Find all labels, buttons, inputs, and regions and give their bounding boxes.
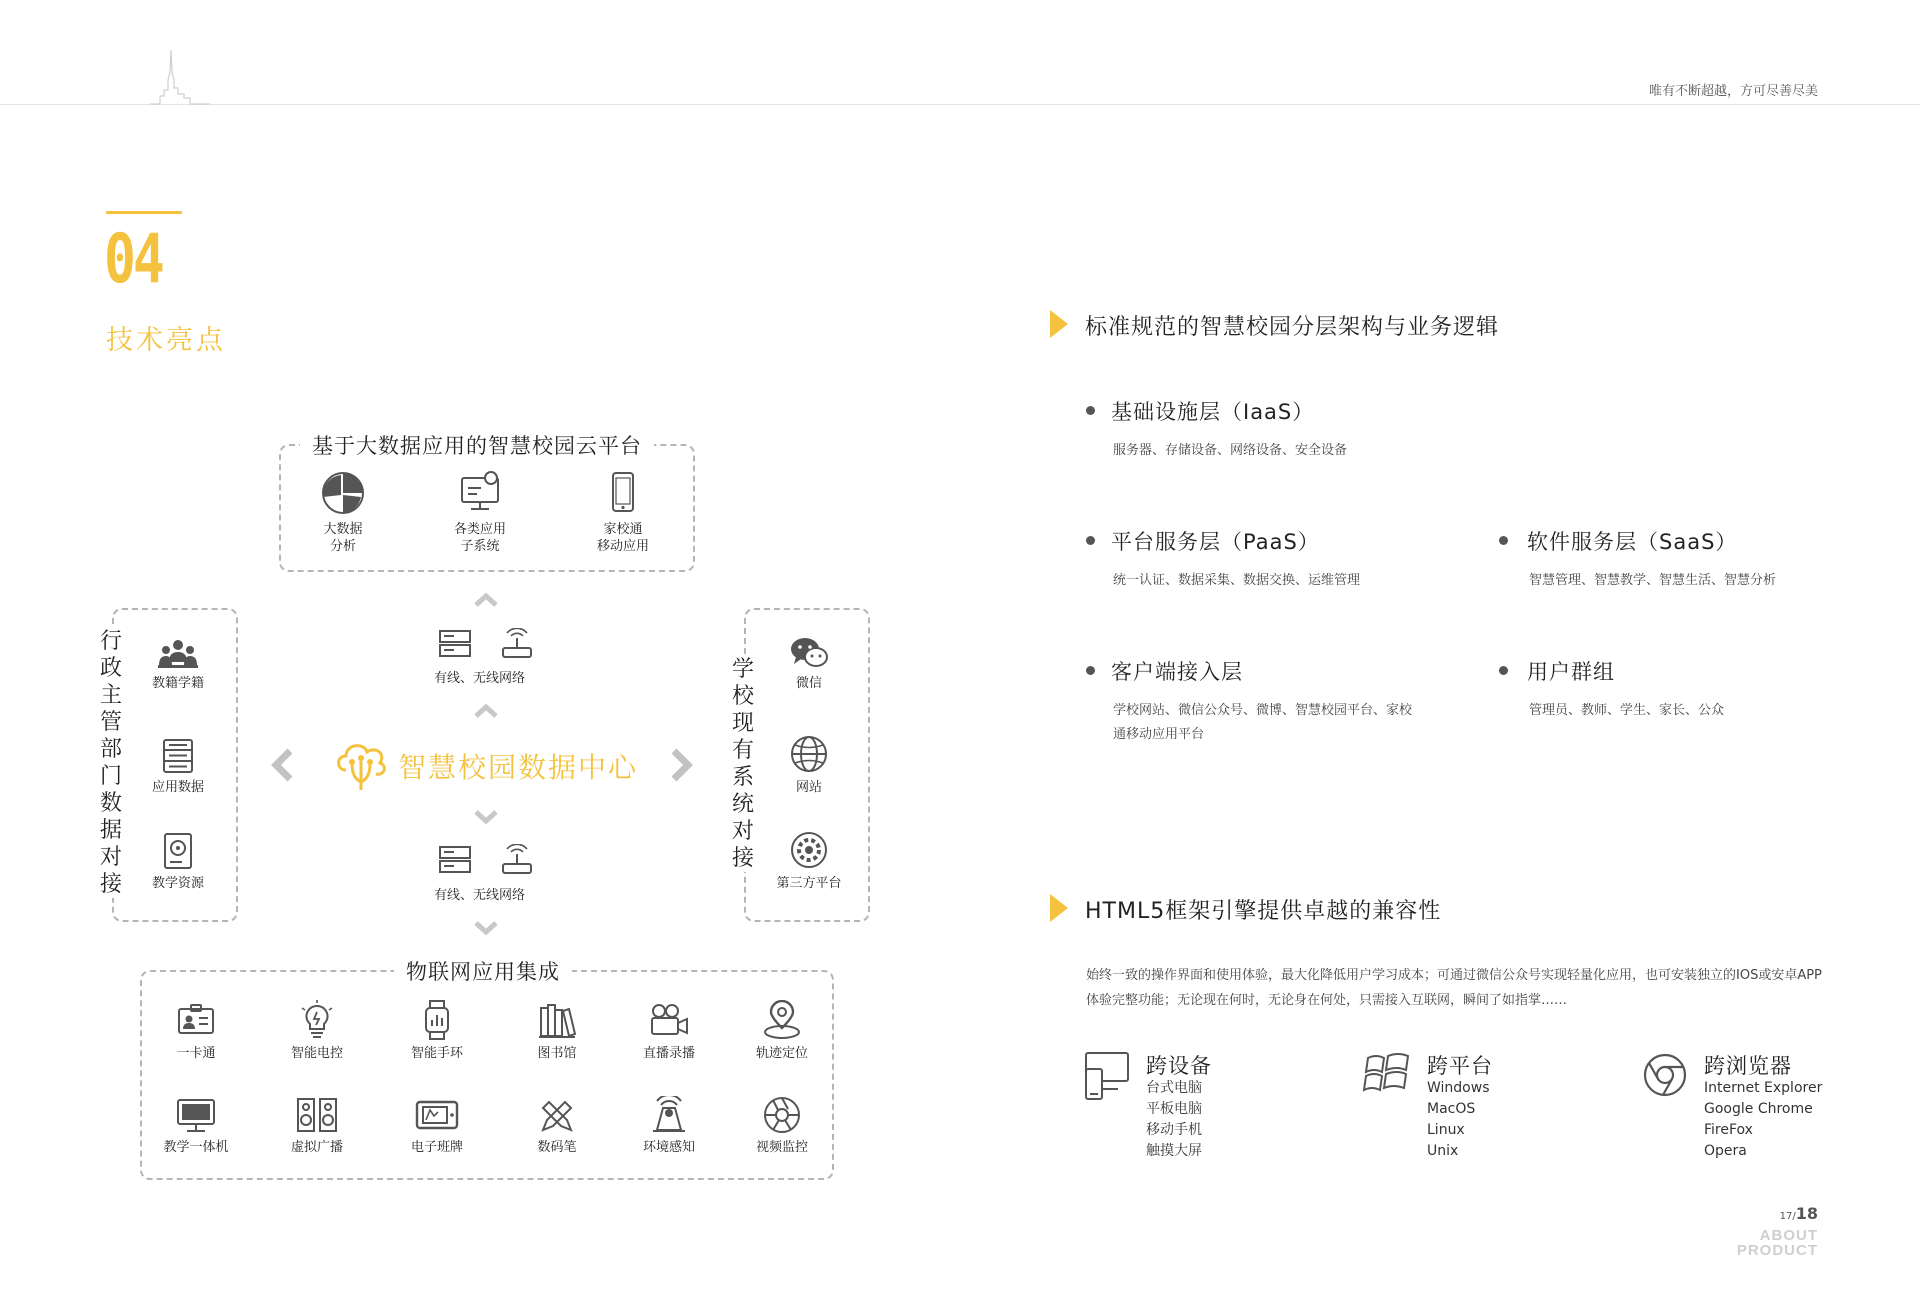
watch-icon: [417, 1000, 457, 1040]
arrow-right-icon: [670, 748, 694, 782]
chevron-up-icon: [473, 592, 499, 608]
right-item-third-party: [754, 830, 864, 894]
item-label: 智能手环: [410, 1046, 463, 1061]
item-label: 大数据: [323, 522, 363, 537]
network-label-upper: 有线、无线网络: [434, 671, 526, 686]
heading-marker-icon: [1050, 310, 1068, 338]
item-label: 数码笔: [537, 1140, 577, 1155]
iot-item-band: [382, 1000, 492, 1064]
iot-item-digital-pen: [502, 1096, 612, 1158]
layer-desc-saas: 智慧管理、智慧教学、智慧生活、智慧分析: [1529, 573, 1777, 588]
bullet-icon: [1499, 536, 1508, 545]
item-label: 教籍学籍: [151, 676, 204, 691]
item-label: 视频监控: [755, 1140, 808, 1155]
right-item-website: [754, 734, 864, 798]
top-item-big-data: [288, 470, 398, 557]
category-title-platforms: 跨平台: [1427, 1054, 1493, 1078]
item-label: 微信: [795, 676, 822, 691]
list-item: MacOS: [1427, 1101, 1476, 1117]
iot-item-location: [727, 1000, 837, 1064]
header-divider: [0, 104, 1920, 105]
iot-item-electric: [262, 1000, 372, 1064]
item-label: 虚拟广播: [290, 1140, 343, 1155]
chevron-down-icon: [473, 809, 499, 825]
layer-title-users: 用户群组: [1527, 660, 1615, 684]
pie-chart-icon: [320, 470, 366, 516]
top-group-title: 基于大数据应用的智慧校园云平台: [300, 430, 654, 460]
item-label: 轨迹定位: [755, 1046, 808, 1061]
section-number: 04: [104, 220, 162, 299]
gear-icon: [789, 830, 829, 870]
chevron-down-icon: [473, 920, 499, 936]
list-item: Google Chrome: [1704, 1101, 1813, 1117]
id-card-icon: [176, 1000, 216, 1040]
bullet-icon: [1086, 536, 1095, 545]
section-accent-bar: [106, 211, 182, 214]
page-number-right: 18: [1795, 1204, 1818, 1223]
item-label: 家校通: [603, 522, 643, 537]
compatibility-heading: HTML5框架引擎提供卓越的兼容性: [1085, 899, 1442, 924]
layer-title-client: 客户端接入层: [1111, 660, 1243, 684]
list-item: Unix: [1427, 1143, 1459, 1159]
arrow-left-icon: [270, 748, 294, 782]
chrome-icon: [1642, 1052, 1688, 1098]
category-list-platforms: [1427, 1078, 1490, 1162]
server-rack-icon: [438, 844, 472, 876]
list-item: Opera: [1704, 1143, 1747, 1159]
item-label: 网站: [795, 780, 822, 795]
layer-desc-users: 管理员、教师、学生、家长、公众: [1529, 703, 1725, 718]
people-icon: [158, 638, 198, 670]
iot-item-broadcast: [614, 1000, 724, 1064]
router-icon: [500, 844, 534, 876]
item-label: 一卡通: [176, 1046, 216, 1061]
header-slogan: 唯有不断超越，方可尽善尽美: [1648, 84, 1818, 99]
chevron-up-icon: [473, 703, 499, 719]
pen-icon: [537, 1096, 577, 1134]
iot-item-library: [502, 1000, 612, 1064]
category-title-devices: 跨设备: [1146, 1054, 1212, 1078]
camera-icon: [647, 1000, 691, 1040]
top-item-mobile: [568, 470, 678, 557]
item-label: 环境感知: [642, 1140, 695, 1155]
right-item-wechat: [754, 636, 864, 694]
list-item: 台式电脑: [1146, 1080, 1202, 1096]
iot-item-cctv: [727, 1096, 837, 1158]
data-center-title: 智慧校园数据中心: [398, 751, 639, 784]
iot-item-radio: [262, 1096, 372, 1158]
monitor-icon: [457, 470, 503, 516]
product-line: PRODUCT: [1736, 1242, 1818, 1259]
skyline-logo-icon: [150, 50, 210, 105]
layer-title-saas: 软件服务层（SaaS）: [1527, 530, 1738, 554]
item-label: 子系统: [460, 539, 500, 554]
item-label: 直播录播: [642, 1046, 695, 1061]
section-title: 技术亮点: [106, 325, 226, 356]
bottom-group-title: 物联网应用集成: [394, 956, 572, 986]
iot-item-card: [141, 1000, 251, 1064]
layer-desc-iaas: 服务器、存储设备、网络设备、安全设备: [1113, 443, 1348, 458]
left-item-resources: [123, 832, 233, 894]
iot-item-environment: [614, 1096, 724, 1158]
router-icon: [500, 628, 534, 660]
right-group-title: 学校现有系统对接: [731, 657, 754, 871]
compatibility-paragraph: 始终一致的操作界面和使用体验，最大化降低用户学习成本；可通过微信公众号实现轻量化应用，也可安装独立的IOS或安卓APP体验完整功能；无论现在何时，无论身在何处，只需接入互联网，瞬间了如指掌……: [1086, 968, 1822, 1008]
item-label: 各类应用: [453, 522, 506, 537]
category-list-browsers: [1704, 1078, 1822, 1162]
item-label: 应用数据: [151, 780, 204, 795]
list-item: FireFox: [1704, 1122, 1753, 1138]
category-list-devices: [1146, 1078, 1202, 1162]
item-label: 第三方平台: [776, 876, 842, 891]
list-item: 触摸大屏: [1146, 1143, 1202, 1159]
layer-desc-paas: 统一认证、数据采集、数据交换、运维管理: [1113, 573, 1361, 588]
page-number: 17/18: [1779, 1204, 1818, 1223]
board-icon: [414, 1096, 460, 1134]
heading-marker-icon: [1050, 894, 1068, 922]
wechat-icon: [789, 636, 829, 670]
devices-icon: [1084, 1051, 1130, 1101]
item-label: 教学资源: [151, 876, 204, 891]
list-item: 移动手机: [1146, 1122, 1202, 1138]
item-label: 分析: [329, 539, 356, 554]
item-label: 移动应用: [596, 539, 649, 554]
about-line: ABOUT: [1759, 1227, 1818, 1244]
globe-icon: [789, 734, 829, 774]
layer-title-iaas: 基础设施层（IaaS）: [1111, 400, 1315, 424]
top-item-apps: [425, 470, 535, 557]
bulb-icon: [297, 1000, 337, 1040]
server-rack-icon: [438, 628, 472, 660]
item-label: 教学一体机: [163, 1140, 229, 1155]
server-icon: [158, 738, 198, 774]
list-item: Internet Explorer: [1704, 1080, 1823, 1096]
speaker-icon: [295, 1096, 339, 1134]
cloud-tree-logo-icon: [332, 738, 390, 792]
iot-item-class-board: [382, 1096, 492, 1158]
desktop-icon: [175, 1096, 217, 1134]
about-product-label: [1737, 1228, 1818, 1258]
bullet-icon: [1086, 666, 1095, 675]
left-item-app-data: [123, 738, 233, 798]
sensor-icon: [649, 1096, 689, 1134]
mobile-icon: [600, 470, 646, 516]
bullet-icon: [1086, 406, 1095, 415]
network-label-lower: 有线、无线网络: [434, 888, 526, 903]
disk-icon: [158, 832, 198, 870]
category-title-browsers: 跨浏览器: [1704, 1054, 1792, 1078]
item-label: 电子班牌: [410, 1140, 463, 1155]
list-item: 平板电脑: [1146, 1101, 1202, 1117]
left-group-title: 行政主管部门数据对接: [99, 629, 122, 897]
page-number-left: 17: [1779, 1211, 1793, 1222]
item-label: 图书馆: [537, 1046, 577, 1061]
bullet-icon: [1499, 666, 1508, 675]
location-icon: [761, 1000, 803, 1040]
iot-item-all-in-one: [141, 1096, 251, 1158]
layer-title-paas: 平台服务层（PaaS）: [1111, 530, 1320, 554]
books-icon: [537, 1000, 577, 1040]
list-item: Windows: [1427, 1080, 1490, 1096]
architecture-heading: 标准规范的智慧校园分层架构与业务逻辑: [1085, 315, 1500, 340]
list-item: Linux: [1427, 1122, 1465, 1138]
cctv-icon: [761, 1096, 803, 1134]
windows-icon: [1362, 1050, 1412, 1098]
item-label: 智能电控: [290, 1046, 343, 1061]
layer-desc-client: 学校网站、微信公众号、微博、智慧校园平台、家校通移动应用平台: [1113, 703, 1413, 742]
left-item-status: [123, 638, 233, 694]
